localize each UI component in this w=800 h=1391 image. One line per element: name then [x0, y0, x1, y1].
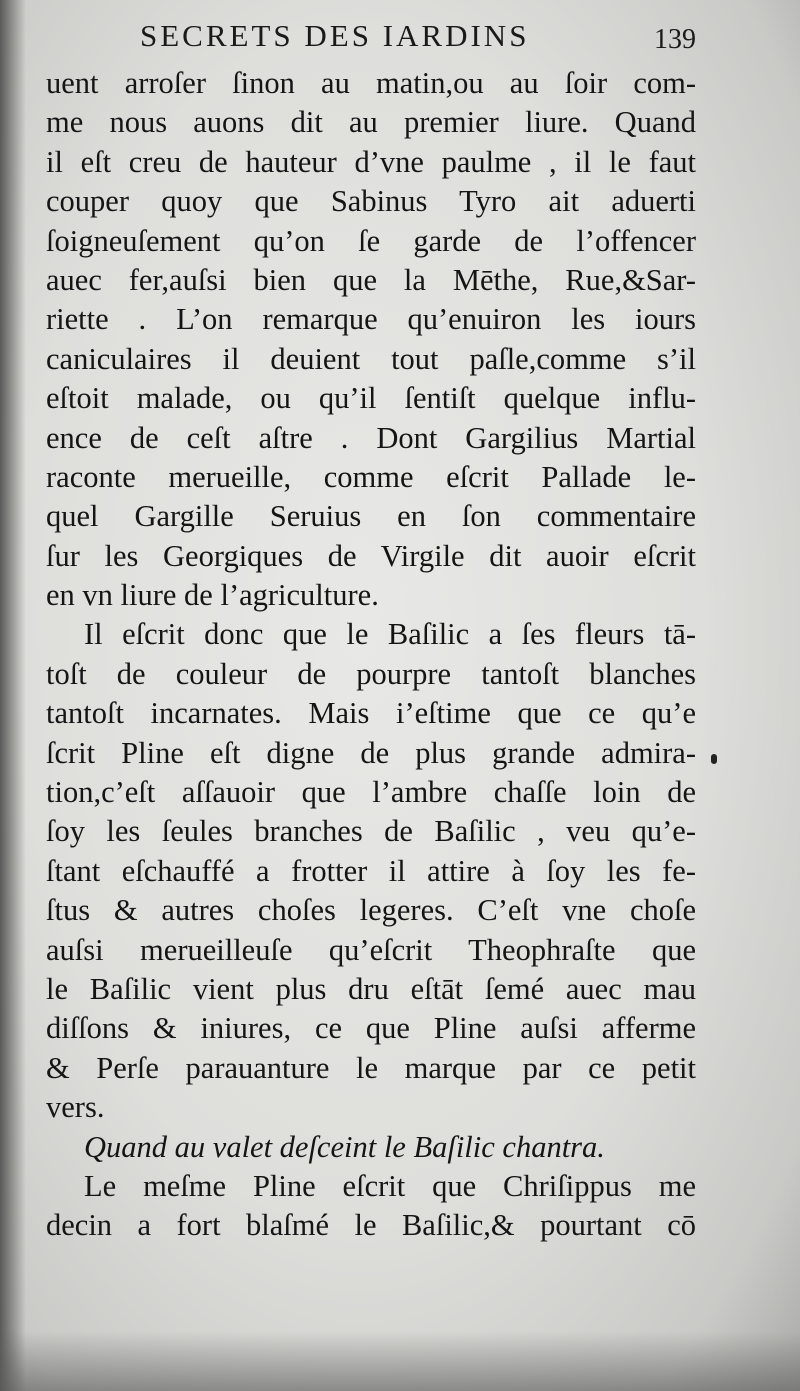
text-line: diſſons & iniures, ce que Pline auſsi afferme [46, 1011, 696, 1046]
text-line: ence de ceſt aſtre . Dont Gargilius Martial [46, 420, 696, 455]
text-line: ſtus & autres choſes legeres. C’eſt vne choſe [46, 893, 696, 928]
text-line: auec fer,auſsi bien que la Mēthe, Rue,&Sar- [46, 262, 696, 297]
text-line: ſtant eſchauffé a frotter il attire à ſoy les fe- [46, 853, 696, 888]
text-line: tion,c’eſt aſſauoir que l’ambre chaſſe loin de [46, 775, 696, 810]
text-line: vers. [46, 1090, 105, 1125]
text-line: Le meſme Pline eſcrit que Chriſippus me [84, 1168, 696, 1203]
text-line: ſoy les ſeules branches de Baſilic , veu qu’e- [46, 814, 696, 849]
text-line: auſsi merueilleuſe qu’eſcrit Theophraſte que [46, 932, 696, 967]
text-line: Il eſcrit donc que le Baſilic a ſes fleurs tā- [84, 617, 696, 652]
text-line: decin a fort blaſmé le Baſilic,& pourtant cō [46, 1208, 696, 1243]
verse-line: Quand au valet deſceint le Baſilic chantra. [84, 1129, 605, 1164]
text-line: quel Gargille Seruius en ſon commentaire [46, 499, 696, 534]
bottom-shadow [0, 1331, 800, 1391]
running-title: SECRETS DES IARDINS [140, 18, 530, 53]
gutter-shadow [0, 0, 26, 1391]
text-line: couper quoy que Sabinus Tyro ait aduerti [46, 184, 696, 219]
text-line: riette . L’on remarque qu’enuiron les iours [46, 302, 696, 337]
text-line: me nous auons dit au premier liure. Quand [46, 105, 696, 140]
text-line: toſt de couleur de pourpre tantoſt blanches [46, 656, 696, 691]
text-line: en vn liure de l’agriculture. [46, 578, 379, 613]
margin-mark [711, 754, 717, 764]
text-line: ſcrit Pline eſt digne de plus grande admira- [46, 735, 696, 770]
text-line: uent arroſer ſinon au matin,ou au ſoir com- [46, 66, 696, 100]
page-number: 139 [654, 24, 696, 55]
body-text [46, 64, 696, 1246]
text-line: & Perſe parauanture le marque par ce petit [46, 1050, 696, 1085]
text-line: tantoſt incarnates. Mais i’eſtime que ce qu’e [46, 696, 696, 731]
page-header [140, 18, 740, 62]
text-line: ſoigneuſement qu’on ſe garde de l’offencer [46, 223, 696, 258]
text-line: eſtoit malade, ou qu’il ſentiſt quelque influ- [46, 381, 696, 416]
text-line: ſur les Georgiques de Virgile dit auoir eſcrit [46, 538, 696, 573]
text-line: il eſt creu de hauteur d’vne paulme , il le faut [46, 144, 696, 179]
text-line: raconte merueille, comme eſcrit Pallade le- [46, 459, 696, 494]
text-line: caniculaires il deuient tout paſle,comme s’il [46, 341, 696, 376]
text-line: le Baſilic vient plus dru eſtāt ſemé auec mau [46, 971, 696, 1006]
